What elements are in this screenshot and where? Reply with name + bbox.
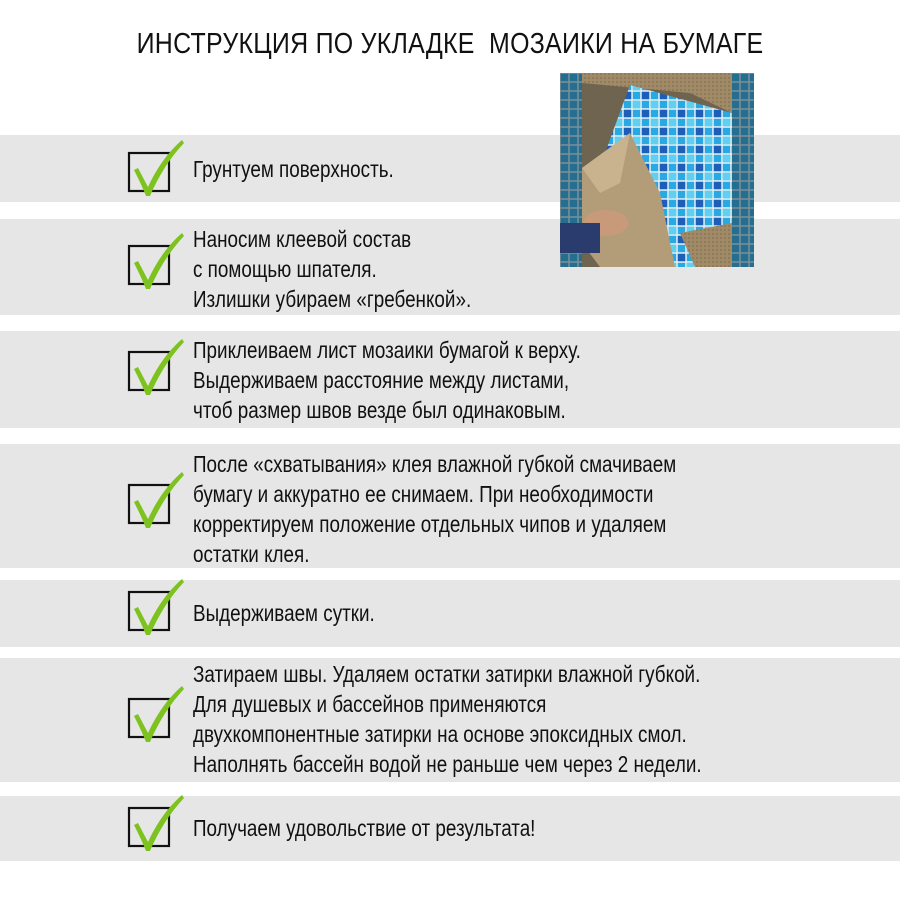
step-line: Для душевых и бассейнов применяются (193, 691, 547, 717)
step-text-7 (193, 813, 751, 843)
step-line: с помощью шпателя. (193, 256, 377, 282)
step-line: Наносим клеевой состав (193, 226, 412, 252)
step-line: Выдерживаем сутки. (193, 600, 375, 626)
checkmark-icon (126, 140, 186, 198)
step-line: Затираем швы. Удаляем остатки затирки влажной губкой. (193, 661, 701, 687)
step-text-6 (193, 659, 751, 779)
checkmark-icon (126, 472, 186, 530)
page-title: ИНСТРУКЦИЯ ПО УКЛАДКЕ МОЗАИКИ НА БУМАГЕ (136, 28, 764, 60)
step-line: Получаем удовольствие от результата! (193, 815, 536, 841)
step-line: Наполнять бассейн водой не раньше чем через 2 недели. (193, 751, 702, 777)
step-line: Приклеиваем лист мозаики бумагой к верху. (193, 337, 581, 363)
step-check-1 (126, 140, 186, 198)
checkmark-icon (126, 339, 186, 397)
step-text-4 (193, 449, 751, 569)
checkmark-icon (126, 233, 186, 291)
checkmark-icon (126, 795, 186, 853)
step-line: двухкомпонентные затирки на основе эпоксидных смол. (193, 721, 687, 747)
step-check-3 (126, 339, 186, 397)
step-line: Грунтуем поверхность. (193, 156, 394, 182)
step-check-4 (126, 472, 186, 530)
step-line: корректируем положение отдельных чипов и удаляем (193, 511, 667, 537)
step-line: Выдерживаем расстояние между листами, (193, 367, 570, 393)
step-line: чтоб размер швов везде был одинаковым. (193, 397, 566, 423)
step-line: остатки клея. (193, 541, 310, 567)
step-line: бумагу и аккуратно ее снимаем. При необходимости (193, 481, 654, 507)
step-check-5 (126, 579, 186, 637)
step-check-2 (126, 233, 186, 291)
step-line: Излишки убираем «гребенкой». (193, 286, 472, 312)
step-check-7 (126, 795, 186, 853)
mosaic-installation-photo (560, 73, 754, 267)
checkmark-icon (126, 686, 186, 744)
mosaic-photo-image (560, 73, 754, 267)
step-line: После «схватывания» клея влажной губкой смачиваем (193, 451, 677, 477)
step-text-3 (193, 335, 751, 425)
step-text-5 (193, 598, 751, 628)
step-check-6 (126, 686, 186, 744)
checkmark-icon (126, 579, 186, 637)
